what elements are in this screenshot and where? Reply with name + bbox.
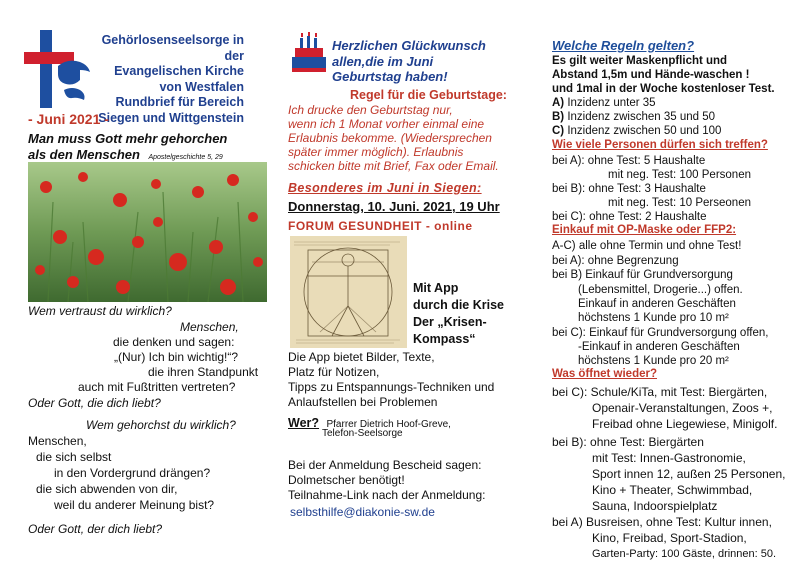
app-desc-line: Platz für Notizen, bbox=[288, 365, 380, 379]
open-line: Freibad ohne Liegewiese, Minigolf. bbox=[592, 417, 778, 431]
poem-line: Oder Gott, die dich liebt? bbox=[28, 396, 161, 410]
shop-line: höchstens 1 Kunde pro 20 m² bbox=[578, 355, 729, 367]
greeting-line: Herzlichen Glückwunsch bbox=[332, 38, 486, 53]
shop-line: Einkauf in anderen Geschäften bbox=[578, 298, 736, 310]
greeting-line: Geburtstag haben! bbox=[332, 69, 448, 84]
open-line: Sport innen 12, außen 25 Personen, bbox=[592, 467, 786, 481]
contact-email-link[interactable]: selbsthilfe@diakonie-sw.de bbox=[290, 505, 435, 519]
level-text: Inzidenz zwischen 35 und 50 bbox=[564, 111, 716, 123]
intro-line: und 1mal in der Woche kostenloser Test. bbox=[552, 83, 775, 95]
speaker-name: Pfarrer Dietrich Hoof-Greve, bbox=[326, 419, 451, 430]
level-item bbox=[552, 110, 721, 124]
poem-line: die denken und sagen: bbox=[113, 335, 235, 349]
open-line: Kino, Freibad, Sport-Stadion, bbox=[592, 531, 747, 545]
column-left bbox=[0, 0, 268, 566]
church-logo-icon bbox=[24, 30, 94, 108]
greeting-line: allen,die im Juni bbox=[332, 53, 434, 69]
shop-line: bei B) Einkauf für Grundversorgung bbox=[552, 269, 733, 281]
app-desc-line: Tipps zu Entspannungs-Techniken und bbox=[288, 380, 495, 394]
shop-line: -Einkauf in anderen Geschäften bbox=[578, 341, 740, 353]
shop-line: A-C) alle ohne Termin und ohne Test! bbox=[552, 240, 742, 252]
special-title: Besonderes im Juni in Siegen: bbox=[288, 181, 482, 195]
poem-line: auch mit Fußtritten vertreten? bbox=[78, 380, 236, 394]
intro-line: Abstand 1,5m und Hände-waschen ! bbox=[552, 69, 750, 81]
poem-line: die sich selbst bbox=[36, 450, 112, 464]
open-line: bei B): ohne Test: Biergärten bbox=[552, 435, 704, 449]
meet-line: bei C): ohne Test: 2 Haushalte bbox=[552, 211, 707, 223]
app-title-line: durch die Krise bbox=[413, 298, 504, 312]
org-line: Evangelischen Kirche bbox=[114, 64, 244, 78]
org-line: Gehörlosenseelsorge in der bbox=[101, 33, 244, 63]
reopening-heading: Was öffnet wieder? bbox=[552, 368, 657, 380]
issue-date: - Juni 2021 - bbox=[28, 111, 109, 127]
poem-line: Menschen, bbox=[180, 320, 239, 334]
level-letter: B) bbox=[552, 111, 565, 123]
incidence-levels bbox=[552, 96, 721, 138]
shop-line: bei C): Einkauf für Grundversorgung offen, bbox=[552, 327, 769, 339]
app-title-line: Der „Krisen- bbox=[413, 315, 487, 329]
app-description bbox=[288, 350, 494, 410]
level-text: Inzidenz unter 35 bbox=[564, 97, 656, 109]
who-label: Wer? bbox=[288, 416, 320, 430]
shopping-heading: Einkauf mit OP-Maske oder FFP2: bbox=[552, 224, 737, 236]
open-line: Garten-Party: 100 Gäste, drinnen: 50. bbox=[592, 548, 777, 560]
open-line: bei C): Schule/KiTa, mit Test: Biergärten, bbox=[552, 385, 768, 399]
org-line: von Westfalen bbox=[159, 79, 244, 94]
level-item bbox=[552, 96, 721, 110]
app-title-line: Kompass“ bbox=[413, 332, 476, 346]
column-right bbox=[540, 0, 800, 566]
registration-info bbox=[288, 458, 485, 503]
rules-line: wenn ich 1 Monat vorher einmal eine bbox=[288, 117, 485, 131]
level-item bbox=[552, 124, 721, 138]
level-letter: A) bbox=[552, 97, 565, 109]
app-title-line: Mit App bbox=[413, 281, 459, 295]
poem-line: die sich abwenden von dir, bbox=[36, 482, 178, 496]
shop-line: (Lebensmittel, Drogerie...) offen. bbox=[578, 284, 743, 296]
rules-line bbox=[288, 103, 499, 117]
poem-line: Wem vertraust du wirklich? bbox=[28, 304, 172, 318]
rules-line: schicken bitte mit Brief, Fax oder Email. bbox=[288, 159, 499, 173]
meet-line: mit neg. Test: 100 Personen bbox=[608, 169, 751, 181]
level-text: Inzidenz zwischen 50 und 100 bbox=[564, 125, 722, 137]
birthday-cake-icon bbox=[292, 32, 326, 72]
poem-line: Oder Gott, der dich liebt? bbox=[28, 522, 163, 536]
column-middle bbox=[270, 0, 530, 566]
open-line: Openair-Veranstaltungen, Zoos +, bbox=[592, 401, 773, 415]
event-name: FORUM GESUNDHEIT - online bbox=[288, 219, 473, 233]
register-line: Teilnahme-Link nach der Anmeldung: bbox=[288, 488, 486, 502]
vitruvian-man-drawing bbox=[290, 236, 407, 348]
meet-line: bei A): ohne Test: 5 Haushalte bbox=[552, 155, 706, 167]
intro-line: Es gilt weiter Maskenpflicht und bbox=[552, 55, 728, 67]
birthday-greeting bbox=[332, 38, 486, 85]
register-line: Dolmetscher benötigt! bbox=[288, 473, 405, 487]
rules-line: Erlaubnis bekomme. (Wiedersprechen bbox=[288, 131, 492, 145]
quote-text: als den Menschen bbox=[28, 147, 140, 162]
birthday-rules-text bbox=[288, 103, 499, 173]
shop-line: höchstens 1 Kunde pro 10 m² bbox=[578, 312, 729, 324]
org-line: Rundbrief für Bereich bbox=[115, 95, 244, 109]
shop-line: bei A): ohne Begrenzung bbox=[552, 255, 679, 267]
open-line: mit Test: Innen-Gastronomie, bbox=[592, 451, 746, 465]
rules-intro bbox=[552, 54, 775, 96]
poem-line: Wem gehorchst du wirklich? bbox=[86, 418, 236, 432]
quote-reference: Apostelgeschichte 5, 29 bbox=[148, 154, 223, 161]
open-line: Sauna, Indoorspielplatz bbox=[592, 499, 718, 513]
meet-line: bei B): ohne Test: 3 Haushalte bbox=[552, 183, 706, 195]
register-line: Bei der Anmeldung Bescheid sagen: bbox=[288, 458, 482, 472]
poem-line: Menschen, bbox=[28, 434, 87, 448]
org-line: Siegen und Wittgenstein bbox=[98, 110, 244, 125]
meet-line: mit neg. Test: 10 Perseonen bbox=[608, 197, 751, 209]
poem-line: die ihren Standpunkt bbox=[148, 365, 259, 379]
poem-line: in den Vordergrund drängen? bbox=[54, 466, 211, 480]
poem-line: „(Nur) Ich bin wichtig!“? bbox=[114, 350, 239, 364]
speaker-role: Telefon-Seelsorge bbox=[322, 428, 403, 439]
poppy-field-photo bbox=[28, 162, 267, 302]
event-date: Donnerstag, 10. Juni. 2021, 19 Uhr bbox=[288, 199, 500, 214]
app-desc-line: Die App bietet Bilder, Texte, bbox=[288, 350, 435, 364]
app-desc-line: Anlaufstellen bei Problemen bbox=[288, 395, 438, 409]
rules-heading: Welche Regeln gelten? bbox=[552, 38, 695, 53]
level-letter: C) bbox=[552, 125, 565, 137]
birthday-rules-title: Regel für die Geburtstage: bbox=[350, 88, 507, 102]
meeting-heading: Wie viele Personen dürfen sich treffen? bbox=[552, 139, 768, 151]
app-title bbox=[413, 280, 504, 348]
open-line: Kino + Theater, Schwimmbad, bbox=[592, 483, 753, 497]
rules-line: später immer möglich). Erlaubnis bbox=[288, 145, 464, 159]
rules-line-text: Ich drucke den Geburtstag nur, bbox=[288, 103, 453, 117]
org-name bbox=[94, 33, 244, 126]
poem-line: weil du anderer Meinung bist? bbox=[54, 498, 215, 512]
open-line: bei A) Busreisen, ohne Test: Kultur innen, bbox=[552, 515, 772, 529]
quote-line: Man muss Gott mehr gehorchen bbox=[28, 131, 228, 146]
